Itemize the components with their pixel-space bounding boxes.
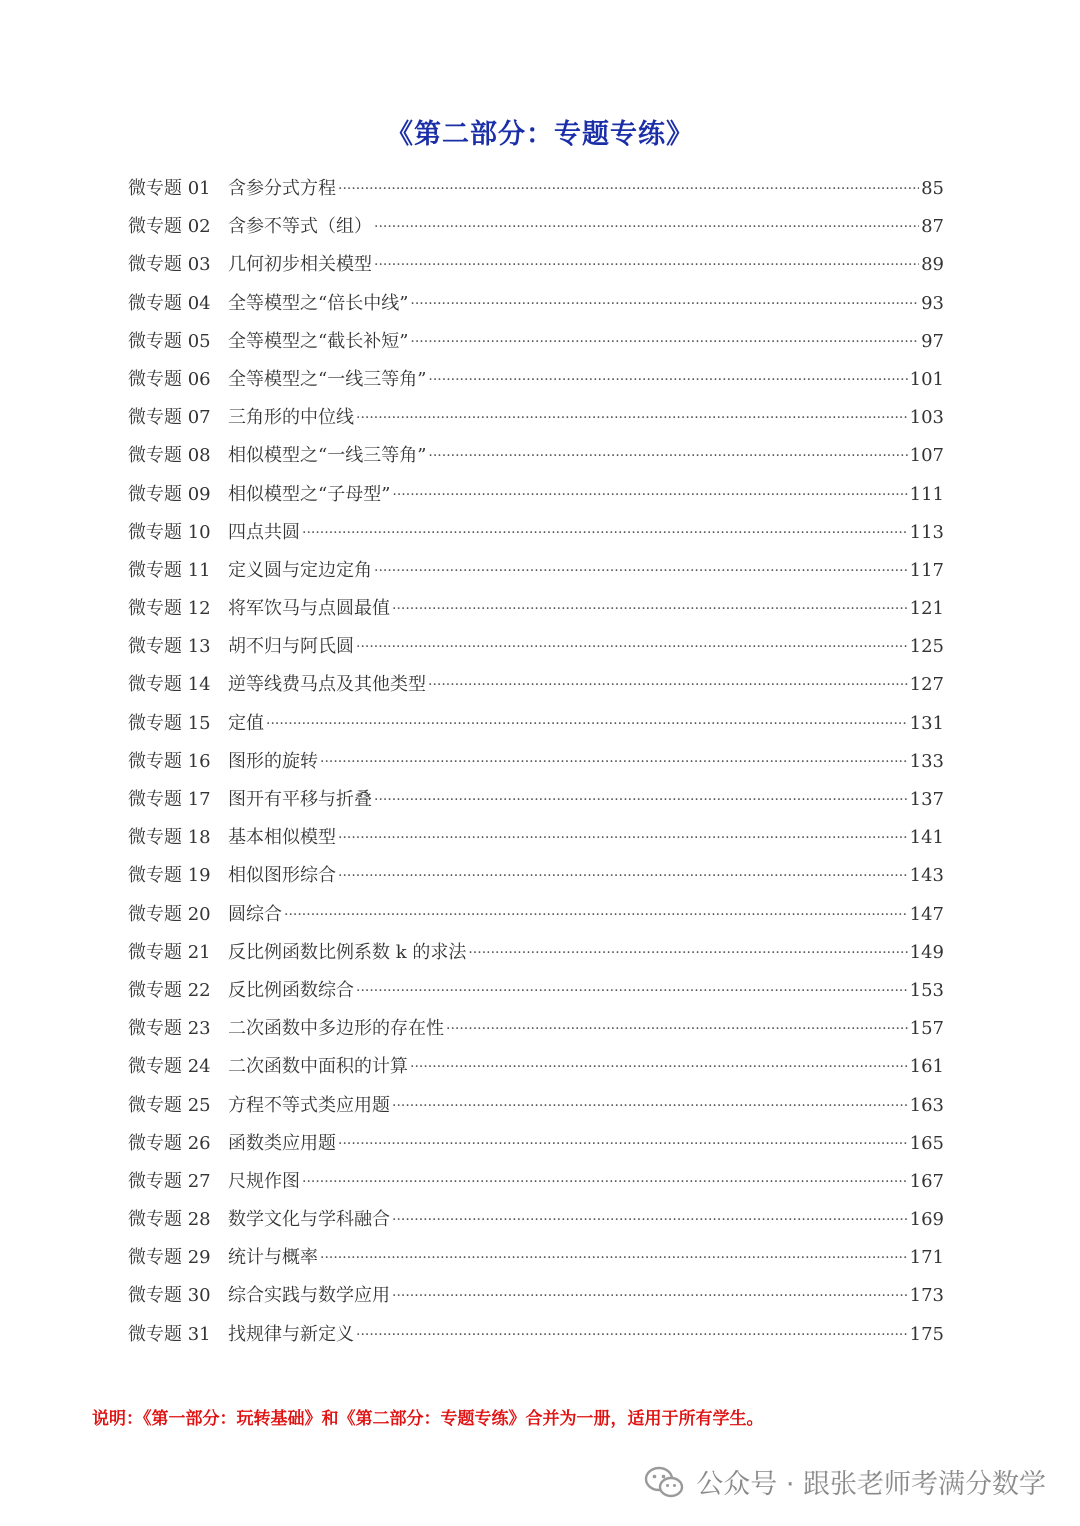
toc-entry-number: 微专题 08 <box>128 445 211 467</box>
toc-dot-leader <box>374 563 908 579</box>
toc-entry-page: 93 <box>921 292 944 314</box>
toc-entry[interactable] <box>128 212 944 250</box>
toc-dot-leader <box>374 792 908 808</box>
toc-entry[interactable] <box>128 1320 944 1358</box>
toc-entry-page: 169 <box>909 1209 944 1231</box>
toc-entry-page: 107 <box>909 445 944 467</box>
note-text: 说明：《第一部分：玩转基础》和《第二部分：专题专练》合并为一册，适用于所有学生。 <box>92 1409 764 1429</box>
toc-entry[interactable] <box>128 556 944 594</box>
watermark <box>644 1462 1046 1501</box>
toc-dot-leader <box>374 219 919 235</box>
toc-dot-leader <box>338 868 908 884</box>
toc-entry-page: 133 <box>909 750 944 772</box>
toc-entry-page: 143 <box>909 865 944 887</box>
toc-entry-number: 微专题 13 <box>128 636 211 658</box>
toc-entry-page: 153 <box>909 979 944 1001</box>
toc-entry-title: 图形的旋转 <box>228 750 318 772</box>
toc-entry-page: 163 <box>909 1094 944 1116</box>
toc-entry-page: 103 <box>909 407 944 429</box>
toc-entry[interactable] <box>128 365 944 403</box>
toc-entry-page: 165 <box>909 1132 944 1154</box>
toc-entry-title: 反比例函数综合 <box>228 979 354 1001</box>
toc-entry-title: 全等模型之“截长补短” <box>228 330 409 352</box>
toc-entry[interactable] <box>128 1281 944 1319</box>
toc-entry[interactable] <box>128 632 944 670</box>
toc-dot-leader <box>410 334 919 350</box>
toc-entry-title: 定义圆与定边定角 <box>228 559 372 581</box>
toc-entry[interactable] <box>128 1205 944 1243</box>
toc-entry-number: 微专题 11 <box>128 559 211 581</box>
toc-dot-leader <box>468 945 907 961</box>
toc-entry-page: 171 <box>909 1247 944 1269</box>
watermark-text: 公众号 · 跟张老师考满分数学 <box>696 1469 1046 1500</box>
toc-dot-leader <box>356 410 908 426</box>
toc-entry-title: 二次函数中多边形的存在性 <box>228 1018 444 1040</box>
toc-entry[interactable] <box>128 518 944 556</box>
toc-entry-page: 89 <box>921 254 944 276</box>
toc-entry-title: 将军饮马与点圆最值 <box>228 598 390 620</box>
toc-entry-number: 微专题 17 <box>128 789 211 810</box>
toc-entry-title: 尺规作图 <box>228 1170 300 1192</box>
toc-entry-title: 几何初步相关模型 <box>228 254 372 276</box>
toc-entry[interactable] <box>128 403 944 441</box>
toc-entry-number: 微专题 25 <box>128 1094 211 1116</box>
toc-entry-number: 微专题 06 <box>128 368 211 390</box>
toc-entry-title: 逆等线费马点及其他类型 <box>228 674 426 696</box>
toc-entry-number: 微专题 18 <box>128 827 211 849</box>
toc-entry-page: 161 <box>909 1056 944 1078</box>
toc-entry[interactable] <box>128 1091 944 1129</box>
toc-entry-page: 167 <box>909 1170 944 1192</box>
toc-entry[interactable] <box>128 441 944 479</box>
toc-entry-number: 微专题 04 <box>128 292 211 314</box>
toc-entry-number: 微专题 02 <box>128 216 211 238</box>
toc-entry-title: 含参不等式（组） <box>228 216 372 238</box>
wechat-icon <box>644 1465 684 1499</box>
toc-entry-number: 微专题 01 <box>128 178 211 199</box>
toc-entry[interactable] <box>128 823 944 861</box>
toc-entry-page: 121 <box>909 598 944 620</box>
toc-entry-page: 101 <box>909 368 944 390</box>
toc-entry-page: 137 <box>909 789 944 810</box>
toc-dot-leader <box>392 1098 908 1114</box>
toc-dot-leader <box>284 907 908 923</box>
toc-entry[interactable] <box>128 709 944 747</box>
toc-entry-title: 圆综合 <box>228 903 282 925</box>
toc-entry-number: 微专题 16 <box>128 750 211 772</box>
toc-entry-page: 157 <box>909 1018 944 1040</box>
toc-entry-title: 函数类应用题 <box>228 1132 336 1154</box>
toc-entry-page: 175 <box>909 1323 944 1345</box>
toc-entry-title: 方程不等式类应用题 <box>228 1094 390 1116</box>
toc-entry-number: 微专题 29 <box>128 1247 211 1269</box>
toc-dot-leader <box>428 372 907 388</box>
toc-entry-page: 113 <box>909 521 944 543</box>
toc-entry-title: 定值 <box>228 712 264 734</box>
toc-entry-number: 微专题 07 <box>128 407 211 429</box>
toc-entry[interactable] <box>128 250 944 288</box>
toc-entry-title: 相似模型之“一线三等角” <box>228 445 427 467</box>
toc-entry[interactable] <box>128 1052 944 1090</box>
toc-entry-title: 二次函数中面积的计算 <box>228 1056 408 1078</box>
toc-entry-number: 微专题 28 <box>128 1209 211 1231</box>
toc-entry-page: 127 <box>909 674 944 696</box>
toc-entry[interactable] <box>128 327 944 365</box>
toc-dot-leader <box>338 181 919 197</box>
toc-dot-leader <box>302 1174 908 1190</box>
toc-entry[interactable] <box>128 900 944 938</box>
toc-entry-number: 微专题 21 <box>128 941 211 963</box>
toc-entry-page: 141 <box>909 827 944 849</box>
page-title: 《第二部分：专题专练》 <box>386 119 694 150</box>
toc-dot-leader <box>410 1059 908 1075</box>
toc-dot-leader <box>302 525 908 541</box>
toc-entry-number: 微专题 20 <box>128 903 211 925</box>
toc-entry-title: 反比例函数比例系数 k 的求法 <box>228 941 467 963</box>
toc-dot-leader <box>410 296 919 312</box>
toc-entry-title: 找规律与新定义 <box>228 1323 354 1345</box>
toc-entry[interactable] <box>128 174 944 212</box>
toc-entry-page: 125 <box>909 636 944 658</box>
toc-dot-leader <box>392 1288 908 1304</box>
toc-entry-page: 87 <box>921 216 944 238</box>
toc-entry-title: 全等模型之“倍长中线” <box>228 292 409 314</box>
toc-entry-number: 微专题 12 <box>128 598 211 620</box>
toc-entry-title: 全等模型之“一线三等角” <box>228 368 427 390</box>
toc-entry-number: 微专题 30 <box>128 1285 211 1307</box>
toc-entry-number: 微专题 22 <box>128 979 211 1001</box>
toc-dot-leader <box>320 1250 908 1266</box>
toc-entry-page: 85 <box>921 178 944 199</box>
toc-entry-page: 111 <box>909 483 944 505</box>
toc-dot-leader <box>338 1136 908 1152</box>
toc-entry-page: 131 <box>909 712 944 734</box>
toc-entry[interactable] <box>128 289 944 327</box>
toc-dot-leader <box>392 487 907 503</box>
toc-entry-page: 149 <box>909 941 944 963</box>
toc-dot-leader <box>392 1212 908 1228</box>
toc-entry-page: 147 <box>909 903 944 925</box>
toc-entry-number: 微专题 14 <box>128 674 211 696</box>
toc-entry[interactable] <box>128 785 944 823</box>
toc-entry-number: 微专题 09 <box>128 483 211 505</box>
toc-dot-leader <box>266 716 908 732</box>
toc-entry-title: 数学文化与学科融合 <box>228 1209 390 1231</box>
toc-entry-number: 微专题 31 <box>128 1323 211 1345</box>
toc-entry-number: 微专题 15 <box>128 712 211 734</box>
toc-entry[interactable] <box>128 976 944 1014</box>
table-of-contents <box>128 174 944 1358</box>
toc-entry-page: 117 <box>909 559 944 581</box>
toc-entry-title: 相似图形综合 <box>228 865 336 887</box>
toc-dot-leader <box>356 639 908 655</box>
toc-dot-leader <box>356 983 908 999</box>
toc-entry-title: 综合实践与数学应用 <box>228 1285 390 1307</box>
toc-entry-number: 微专题 03 <box>128 254 211 276</box>
toc-dot-leader <box>374 257 919 273</box>
toc-dot-leader <box>320 754 908 770</box>
toc-entry-page: 173 <box>909 1285 944 1307</box>
toc-entry-title: 相似模型之“子母型” <box>228 483 391 505</box>
toc-entry[interactable] <box>128 747 944 785</box>
toc-dot-leader <box>446 1021 908 1037</box>
toc-entry[interactable] <box>128 938 944 976</box>
toc-entry-title: 统计与概率 <box>228 1247 318 1269</box>
toc-entry[interactable] <box>128 1014 944 1052</box>
toc-dot-leader <box>392 601 908 617</box>
toc-entry[interactable] <box>128 861 944 899</box>
toc-entry-title: 含参分式方程 <box>228 178 336 199</box>
toc-entry[interactable] <box>128 670 944 708</box>
toc-entry[interactable] <box>128 1129 944 1167</box>
toc-entry-number: 微专题 24 <box>128 1056 211 1078</box>
toc-entry-title: 基本相似模型 <box>228 827 336 849</box>
toc-entry-title: 三角形的中位线 <box>228 407 354 429</box>
toc-entry[interactable] <box>128 480 944 518</box>
toc-dot-leader <box>338 830 908 846</box>
toc-dot-leader <box>428 677 908 693</box>
toc-entry-title: 胡不归与阿氏圆 <box>228 636 354 658</box>
toc-entry-number: 微专题 26 <box>128 1132 211 1154</box>
toc-dot-leader <box>356 1327 908 1343</box>
toc-entry[interactable] <box>128 1167 944 1205</box>
toc-entry-number: 微专题 05 <box>128 330 211 352</box>
toc-entry[interactable] <box>128 1243 944 1281</box>
toc-entry-number: 微专题 27 <box>128 1170 211 1192</box>
toc-entry-number: 微专题 23 <box>128 1018 211 1040</box>
toc-entry-page: 97 <box>921 330 944 352</box>
toc-entry[interactable] <box>128 594 944 632</box>
toc-entry-title: 四点共圆 <box>228 521 300 543</box>
toc-entry-number: 微专题 19 <box>128 865 211 887</box>
toc-entry-title: 图开有平移与折叠 <box>228 789 372 810</box>
toc-entry-number: 微专题 10 <box>128 521 211 543</box>
toc-dot-leader <box>428 448 907 464</box>
